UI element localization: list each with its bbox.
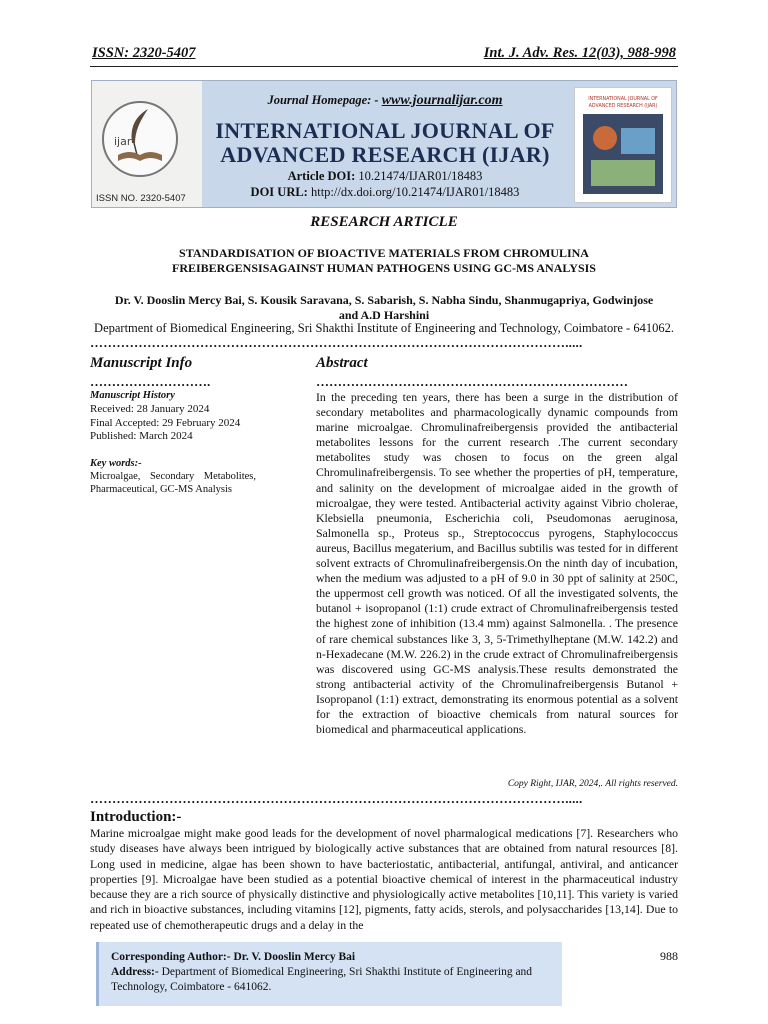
keywords-label: Key words:- xyxy=(90,458,142,469)
cover-title-line2: ADVANCED RESEARCH (IJAR) xyxy=(588,104,658,109)
abstract-heading: Abstract xyxy=(316,355,368,371)
introduction-text: Marine microalgae might make good leads for the development of novel pharmalogical medications [7]. Researchers who study diseases have always been intrigued by biologically active substances that are obtained from natural resources [8]. Long used in medicine, algae has been shown to have bacteriostatic, antibacterial, antifungal, antiviral, and anticancer properties [9]. Microalgae have been studied as a potential bioactive chemical of interest in the pharmaceutical industry because they are a rich source of physically distinctive and physiologically active metabolites [10,11]. This variety is varied and rich in bioactive substances, including vitamins [12], pigments, fatty acids, sterols, and polysaccharides [13,14]. Due to repeated use of chemotherapeutic drugs and a delay in the xyxy=(90,826,678,932)
doi-url-link[interactable]: http://dx.doi.org/10.21474/IJAR01/18483 xyxy=(310,185,520,199)
manuscript-dates xyxy=(90,403,256,444)
authors-line1: Dr. V. Dooslin Mercy Bai, S. Kousik Saravana, S. Sabarish, S. Nabha Sindu, Shanmugapriya, Godwinjose xyxy=(114,293,654,307)
address-label: Address:- xyxy=(111,966,159,978)
introduction-heading: Introduction:- xyxy=(90,809,182,825)
corresponding-author: Corresponding Author:- Dr. V. Dooslin Mercy Bai xyxy=(111,951,356,963)
published-date: Published: March 2024 xyxy=(90,430,193,442)
journal-cover-thumbnail xyxy=(574,87,672,203)
paper-title-line1: STANDARDISATION OF BIOACTIVE MATERIALS FROM CHROMULINA xyxy=(179,246,589,260)
page-number: 988 xyxy=(660,949,678,963)
keywords-list: Microalgae, Secondary Metabolites, Pharmaceutical, GC-MS Analysis xyxy=(90,471,256,495)
cover-title-line1: INTERNATIONAL JOURNAL OF xyxy=(588,97,658,102)
article-type: RESEARCH ARTICLE xyxy=(310,214,458,230)
manuscript-history-label: Manuscript History xyxy=(90,390,175,401)
received-date: Received: 28 January 2024 xyxy=(90,403,210,415)
doi-label: Article DOI: xyxy=(287,169,356,183)
homepage-label: Journal Homepage: - xyxy=(267,93,379,107)
journal-banner xyxy=(91,80,677,208)
copyright: Copy Right, IJAR, 2024,. All rights reserved. xyxy=(507,779,678,789)
journal-title-line1: INTERNATIONAL JOURNAL OF xyxy=(215,118,555,143)
authors-line2: and A.D Harshini xyxy=(338,308,430,322)
affiliation: Department of Biomedical Engineering, Sri Shakthi Institute of Engineering and Technology, Coimbatore - 641062. xyxy=(94,321,674,335)
separator-dots-bottom: ………………………………………………………………………………………………..... xyxy=(90,791,583,806)
abstract-dots: ……………………………………………………………… xyxy=(316,374,628,389)
manuscript-dots: ………………………. xyxy=(90,374,211,389)
abstract-text: In the preceding ten years, there has been a surge in the distribution of secondary metabolites and pharmacologically dynamic compounds from marine microalgae. Chromulinafreibergensis provided the antibacterial metabolites lessons for the current research .The current secondary metabolites study was chosen to focus on the green algal Chromulinafreibergensis. To see whether the properties of pH, temperature, and salinity on the development of microalgae aided in the growth of microalgae, they were tested. Antibacterial activity against Vibrio cholerae, Klebsiella pneumonia, Escherichia coli, Pseudomonas aeruginosa, Salmonella sp., Proteus sp., Streptococcus pyrogens, Staphylococcus aureus, Bacillus megaterium, and Bacillus subtilis was tested for in different solvent extracts of Chromulinafreibergensis.On the ninth day of incubation, when the medium was adjusted to a pH of 9.0 in 30 ppt of salinity at 250C, the uppermost cell growth was noticed. Of all the investigated solvents, the butanol + isopropanol (1:1) crude extract of Chromulinafreibergensis tested the highest zone of inhibition (13.4 mm) against Salmonella. . The presence of rare chemical substances like 3, 3, 5-Trimethylheptane (M.W. 142.2) and n-Hexadecane (M.W. 226.2) in the crude extract of Chromulinafreibergensis was discovered using GC-MS analysis.These results demonstrated the strong antibacterial activity of the Chromulinafreibergensis Butanol + Isopropanol (1:1) extract, demonstrating its enormous potential as a solvent for the extraction of bioactive chemicals from natural sources for biomedical and pharmaceutical applications. xyxy=(316,390,678,737)
corresponding-address xyxy=(111,965,552,995)
logo-text: ijar xyxy=(114,135,132,148)
accepted-date: Final Accepted: 29 February 2024 xyxy=(90,416,241,429)
doi-value: 10.21474/IJAR01/18483 xyxy=(358,169,483,183)
manuscript-info-heading: Manuscript Info xyxy=(90,355,193,371)
author-list xyxy=(90,293,678,323)
issn-header: ISSN: 2320-5407 xyxy=(92,45,196,61)
separator-dots-top: ………………………………………………………………………………………………..... xyxy=(90,335,583,350)
citation-header: Int. J. Adv. Res. 12(03), 988-998 xyxy=(483,45,676,61)
doi-url-label: DOI URL: xyxy=(250,185,308,199)
corresponding-author-box xyxy=(96,942,562,1006)
journal-title-line2: ADVANCED RESEARCH (IJAR) xyxy=(220,142,550,167)
header-rule xyxy=(90,66,678,67)
homepage-link[interactable]: www.journalijar.com xyxy=(381,93,503,108)
logo-issn: ISSN NO. 2320-5407 xyxy=(96,193,186,204)
address-text: Department of Biomedical Engineering, Sri Shakthi Institute of Engineering and Technology, Coimbatore - 641062. xyxy=(111,966,533,993)
paper-title xyxy=(0,246,768,276)
paper-title-line2: FREIBERGENSISAGAINST HUMAN PATHOGENS USING GC-MS ANALYSIS xyxy=(172,261,596,275)
